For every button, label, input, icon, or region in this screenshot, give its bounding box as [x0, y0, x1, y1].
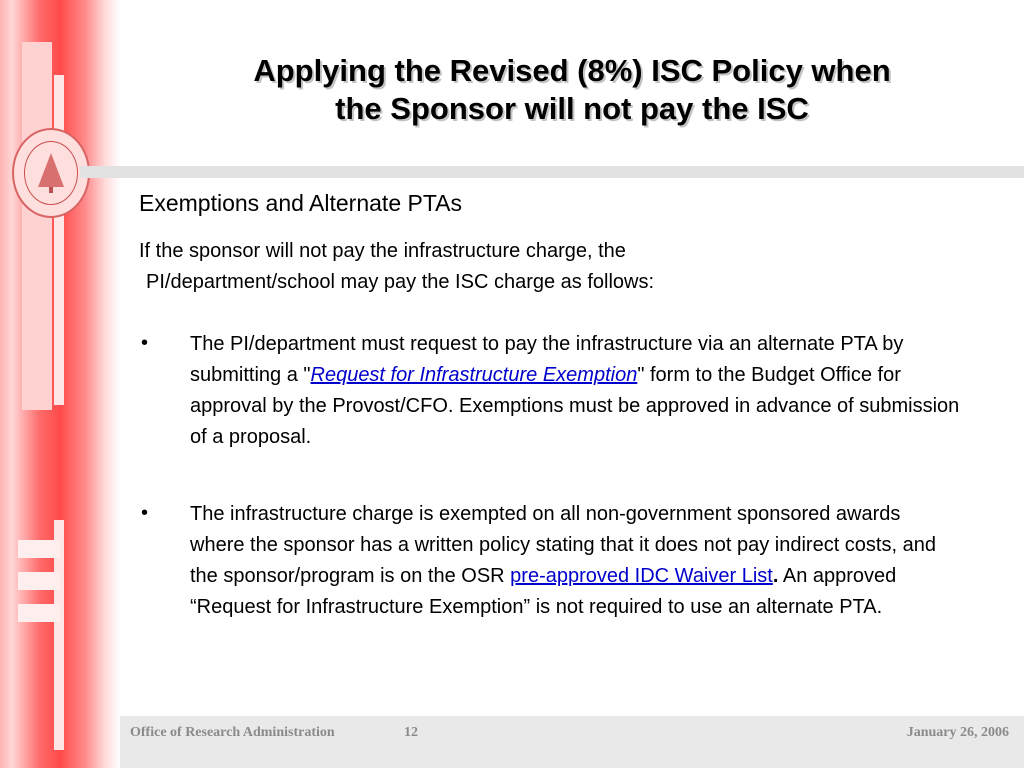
section-subheading: Exemptions and Alternate PTAs [139, 190, 463, 216]
bullet-2-text [190, 499, 960, 623]
bullet-2-period: . [772, 565, 779, 587]
intro-paragraph [139, 236, 839, 298]
decorative-stripe [18, 540, 60, 558]
university-seal-icon [12, 128, 90, 218]
bullet-2-text-after: An approved “Request for Infrastructure Exemption” is not required to use an alternate PTA. [190, 565, 897, 618]
footer-page-number: 12 [404, 725, 418, 740]
infrastructure-exemption-link[interactable]: Request for Infrastructure Exemption [310, 364, 638, 386]
intro-line-2: PI/department/school may pay the ISC charge as follows: [146, 271, 655, 293]
footer-date: January 26, 2006 [906, 725, 1009, 740]
bullet-1-text-after: " form to the Budget Office for approval by the Provost/CFO. Exemptions must be approved in advance of submission of a proposal. [190, 364, 960, 448]
idc-waiver-list-link[interactable]: pre-approved IDC Waiver List [510, 565, 773, 587]
footer-bar [120, 716, 1024, 768]
intro-line-1: If the sponsor will not pay the infrastructure charge, the [139, 240, 626, 262]
decorative-stripe [18, 572, 60, 590]
bullet-1-text-before: The PI/department must request to pay the infrastructure via an alternate PTA by submitting a " [190, 333, 904, 386]
bullet-1-text [190, 329, 960, 453]
bullet-2-text-before: The infrastructure charge is exempted on all non-government sponsored awards where the sponsor has a written policy stating that it does not pay indirect costs, and the sponsor/program is on the OSR [190, 503, 936, 587]
bullet-marker: • [141, 502, 149, 524]
decorative-stripe [18, 604, 60, 622]
slide-title [120, 52, 1024, 128]
bullet-marker: • [141, 332, 149, 354]
decorative-stripe [22, 42, 52, 410]
title-line-1: Applying the Revised (8%) ISC Policy when [253, 53, 891, 88]
title-divider [80, 166, 1024, 178]
decorative-stripe [54, 75, 64, 405]
title-line-2: the Sponsor will not pay the ISC [335, 91, 809, 126]
footer-office: Office of Research Administration [130, 725, 335, 740]
